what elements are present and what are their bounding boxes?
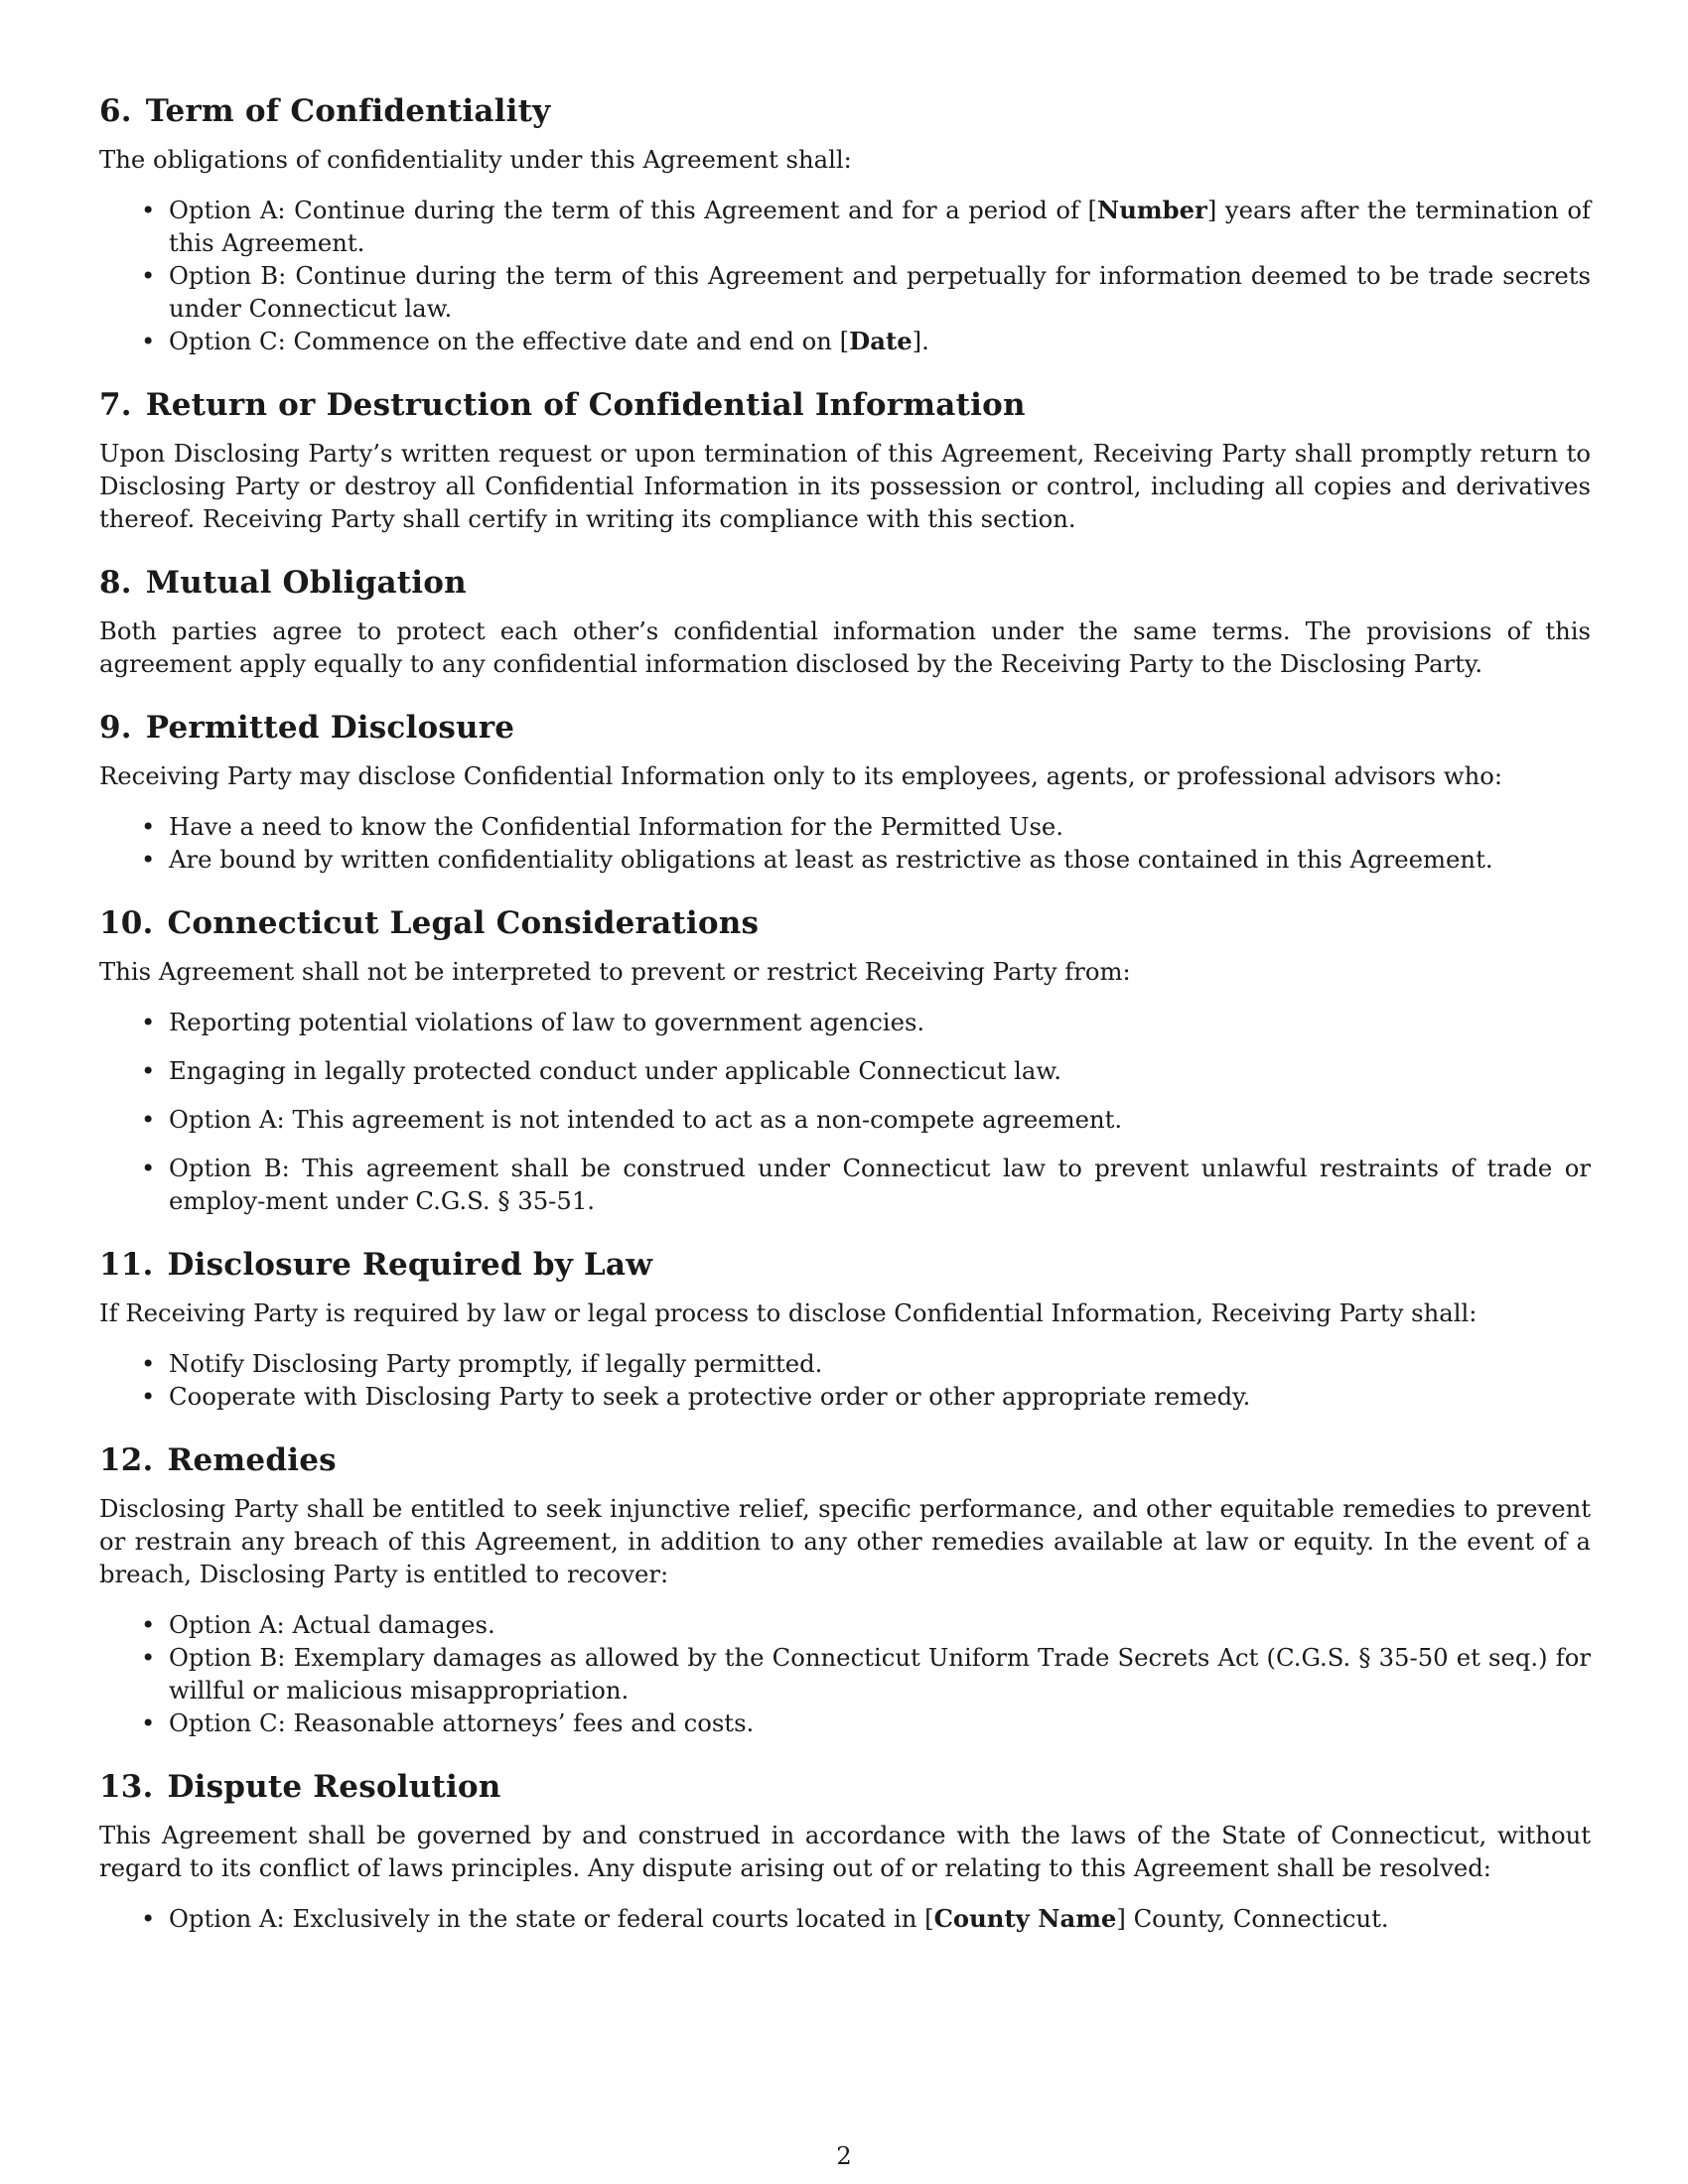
list-item: • Notify Disclosing Party promptly, if legally permitted. bbox=[99, 1347, 1591, 1380]
section-number: 11. bbox=[99, 1247, 154, 1283]
section-7 bbox=[99, 385, 1591, 535]
section-13 bbox=[99, 1767, 1591, 1935]
section-number: 12. bbox=[99, 1442, 154, 1478]
bullet-list bbox=[99, 1902, 1591, 1935]
section-intro: Receiving Party may disclose Confidential Information only to its employees, agents, or professional advisors who: bbox=[99, 761, 1503, 790]
section-title: Return or Destruction of Confidential Information bbox=[145, 387, 1026, 423]
list-item: • Option B: Exemplary damages as allowed by the Connecticut Uniform Trade Secrets Act (C.G.S. § 35-50 et seq.) for willful or malicious misappropriation. bbox=[99, 1641, 1591, 1706]
list-item: • Engaging in legally protected conduct under applicable Connecticut law. bbox=[99, 1054, 1591, 1087]
page-number: 2 bbox=[836, 2141, 852, 2170]
list-item: • Option C: Commence on the effective date and end on [Date]. bbox=[99, 325, 1591, 357]
list-item: • Are bound by written confidentiality obligations at least as restrictive as those contained in this Agreement. bbox=[99, 843, 1591, 876]
list-item: • Option C: Reasonable attorneys’ fees and costs. bbox=[99, 1706, 1591, 1739]
list-item: • Option A: Exclusively in the state or federal courts located in [County Name] County, Connecticut. bbox=[99, 1902, 1591, 1935]
placeholder-field: Date bbox=[849, 327, 913, 355]
section-8 bbox=[99, 563, 1591, 680]
section-intro: Disclosing Party shall be entitled to seek injunctive relief, specific performance, and other equitable remedies to prevent or restrain any breach of this Agreement, in addition to any other remedies available at law or equity. In the event of a breach, Disclosing Party is entitled to recover: bbox=[99, 1494, 1591, 1588]
section-title: Term of Confidentiality bbox=[145, 93, 551, 129]
section-body: Both parties agree to protect each other’s confidential information under the same terms. The provisions of this agreement apply equally to any confidential information disclosed by the Receiving Party to the Disclosing Party. bbox=[99, 616, 1591, 678]
bullet-list bbox=[99, 810, 1591, 876]
section-title: Dispute Resolution bbox=[167, 1769, 501, 1805]
section-intro: This Agreement shall be governed by and construed in accordance with the laws of the State of Connecticut, without regard to its conflict of laws principles. Any dispute arising out of or relating to this Agreement shall be resolved: bbox=[99, 1821, 1591, 1882]
section-title: Permitted Disclosure bbox=[145, 710, 515, 746]
section-intro: This Agreement shall not be interpreted to prevent or restrict Receiving Party from: bbox=[99, 957, 1131, 986]
section-heading bbox=[99, 1245, 1591, 1285]
list-item: • Option A: Continue during the term of this Agreement and for a period of [Number] years after the termination of this Agreement. bbox=[99, 194, 1591, 259]
section-11 bbox=[99, 1245, 1591, 1413]
list-item: • Cooperate with Disclosing Party to seek a protective order or other appropriate remedy. bbox=[99, 1380, 1591, 1413]
list-item: • Option A: This agreement is not intended to act as a non-compete agreement. bbox=[99, 1103, 1591, 1136]
placeholder-field: Number bbox=[1097, 196, 1207, 224]
section-intro: The obligations of confidentiality under this Agreement shall: bbox=[99, 145, 852, 174]
section-12 bbox=[99, 1440, 1591, 1739]
section-number: 9. bbox=[99, 710, 132, 746]
section-6 bbox=[99, 91, 1591, 357]
document-page bbox=[99, 91, 1591, 1963]
section-number: 6. bbox=[99, 93, 132, 129]
section-title: Remedies bbox=[167, 1442, 337, 1478]
section-number: 13. bbox=[99, 1769, 154, 1805]
section-heading bbox=[99, 91, 1591, 131]
section-heading bbox=[99, 385, 1591, 425]
list-item: • Have a need to know the Confidential Information for the Permitted Use. bbox=[99, 810, 1591, 843]
section-heading bbox=[99, 1767, 1591, 1807]
section-title: Connecticut Legal Considerations bbox=[167, 905, 760, 941]
bullet-list bbox=[99, 1347, 1591, 1413]
list-item: • Option B: This agreement shall be construed under Connecticut law to prevent unlawful restraints of trade or employ-ment under C.G.S. § 35-51. bbox=[99, 1152, 1591, 1217]
section-heading bbox=[99, 1440, 1591, 1480]
section-heading bbox=[99, 708, 1591, 748]
section-title: Disclosure Required by Law bbox=[167, 1247, 653, 1283]
section-number: 8. bbox=[99, 565, 132, 601]
section-heading bbox=[99, 563, 1591, 603]
list-item: • Option B: Continue during the term of this Agreement and perpetually for information deemed to be trade secrets under Connecticut law. bbox=[99, 259, 1591, 325]
section-title: Mutual Obligation bbox=[145, 565, 467, 601]
section-body: Upon Disclosing Party’s written request or upon termination of this Agreement, Receiving Party shall promptly return to Disclosing Party or destroy all Confidential Information in its possession or control, including all copies and derivatives thereof. Receiving Party shall certify in writing its compliance with this section. bbox=[99, 439, 1591, 533]
section-number: 7. bbox=[99, 387, 132, 423]
bullet-list bbox=[99, 1608, 1591, 1739]
bullet-list bbox=[99, 1006, 1591, 1217]
section-10 bbox=[99, 903, 1591, 1217]
bullet-list bbox=[99, 194, 1591, 357]
list-item: • Reporting potential violations of law to government agencies. bbox=[99, 1006, 1591, 1038]
list-item: • Option A: Actual damages. bbox=[99, 1608, 1591, 1641]
placeholder-field: County Name bbox=[933, 1904, 1117, 1933]
section-heading bbox=[99, 903, 1591, 943]
section-intro: If Receiving Party is required by law or legal process to disclose Confidential Information, Receiving Party shall: bbox=[99, 1298, 1477, 1327]
section-number: 10. bbox=[99, 905, 154, 941]
section-9 bbox=[99, 708, 1591, 876]
